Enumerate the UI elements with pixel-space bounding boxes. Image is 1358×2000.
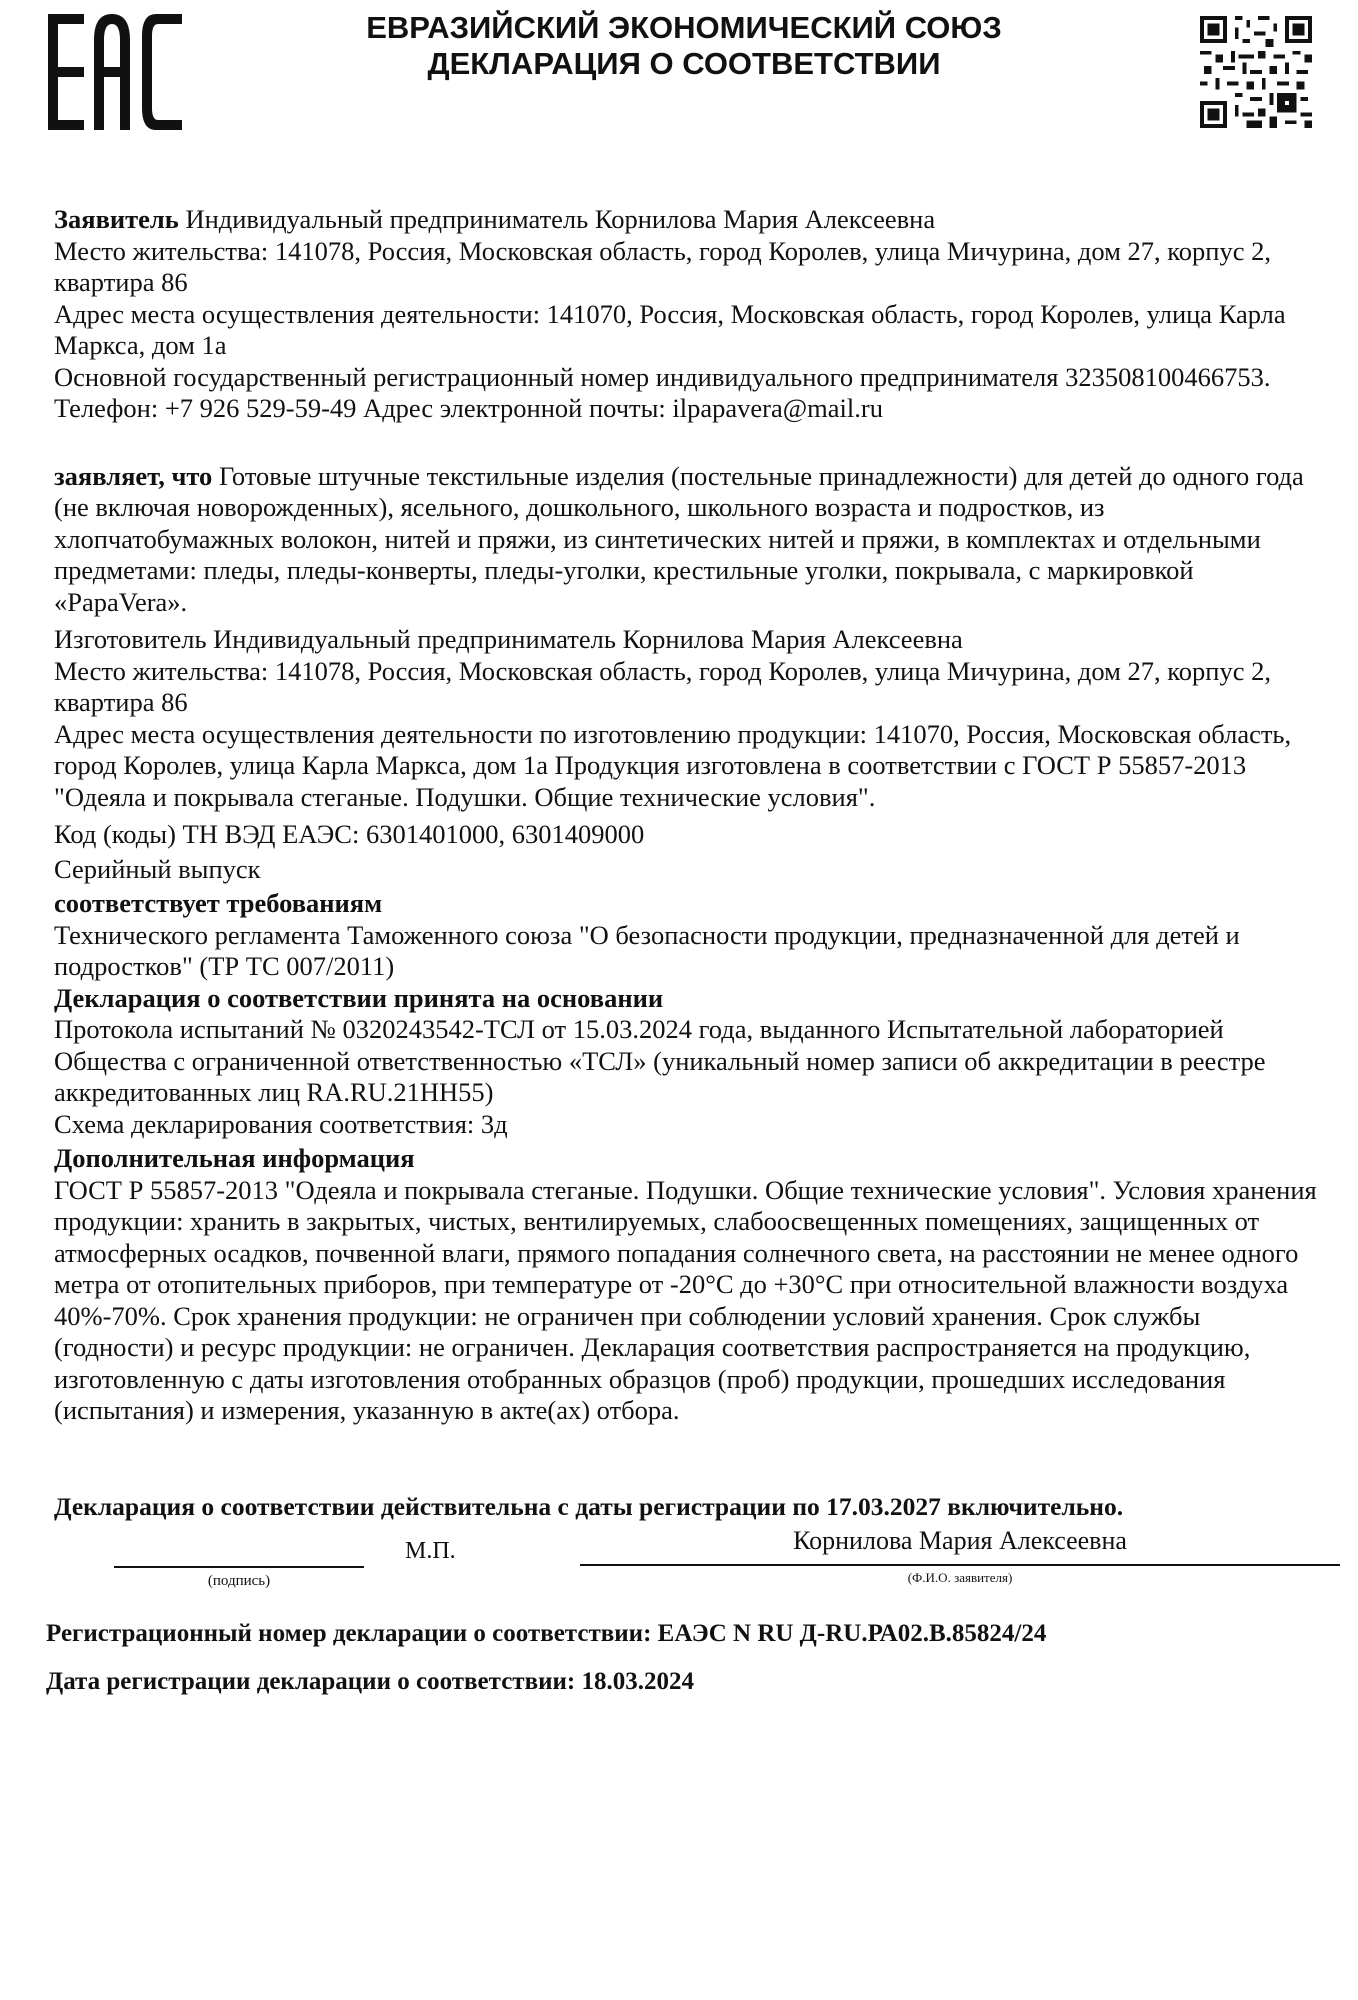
applicant-signature-name: Корнилова Мария Алексеевна	[793, 1526, 1127, 1555]
manufacturer-production-address: Адрес места осуществления деятельности по изготовлению продукции: 141070, Россия, Московская область, город Королев, улица Карла Маркса, дом 1а Продукция изготовлена в соответствии с ГОСТ Р 55857-2013 "Одеяла и покрывала стеганые. Подушки. Общие технические условия".	[54, 718, 1292, 812]
applicant-residence: Место жительства: 141078, Россия, Московская область, город Королев, улица Мичурина, дом 27, корпус 2, квартира 86	[54, 235, 1271, 297]
name-caption: (Ф.И.О. заявителя)	[907, 1570, 1013, 1585]
header-union-title: ЕВРАЗИЙСКИЙ ЭКОНОМИЧЕСКИЙ СОЮЗ	[366, 10, 1002, 45]
header-document-title: ДЕКЛАРАЦИЯ О СООТВЕТСТВИИ	[427, 46, 941, 81]
registration-date: Дата регистрации декларации о соответствии: 18.03.2024	[46, 1668, 694, 1695]
qr-code	[1200, 16, 1312, 128]
applicant-ogrn: Основной государственный регистрационный номер индивидуального предпринимателя 323508100466753.	[54, 361, 1271, 392]
declaration-scheme: Схема декларирования соответствия: 3д	[54, 1108, 508, 1139]
manufacturer-residence: Место жительства: 141078, Россия, Московская область, город Королев, улица Мичурина, дом 27, корпус 2, квартира 86	[54, 655, 1271, 717]
signature-line	[114, 1566, 364, 1568]
declaration-body	[54, 204, 1324, 1427]
basis-protocol: Протокола испытаний № 0320243542-ТСЛ от 15.03.2024 года, выданного Испытательной лабораторией Общества с ограниченной ответственностью «ТСЛ» (уникальный номер записи об аккредитации в реестре аккредитованных лиц RA.RU.21НН55)	[54, 1014, 1266, 1107]
customs-codes: Код (коды) ТН ВЭД ЕАЭС: 6301401000, 6301409000	[54, 819, 645, 849]
declares-label: заявляет, что	[54, 460, 213, 491]
conformity-label: соответствует требованиям	[54, 888, 383, 918]
validity-statement: Декларация о соответствии действительна с даты регистрации по 17.03.2027 включительно.	[54, 1492, 1124, 1521]
applicant-name: Заявитель Индивидуальный предприниматель Корнилова Мария Алексеевна	[54, 204, 936, 234]
additional-info-text: ГОСТ Р 55857-2013 "Одеяла и покрывала стеганые. Подушки. Общие технические условия". Условия хранения продукции: хранить в закрытых, чистых, вентилируемых, слабоосвещенных помещениях, защищенных от атмосферных осадков, почвенной влаги, прямого попадания солнечного света, на расстоянии не менее одного метра от отопительных приборов, при температуре от -20°С до +30°С при относительной влажности воздуха 40%-70%. Срок хранения продукции: не ограничен при соблюдении условий хранения. Срок службы (годности) и ресурс продукции: не ограничен. Декларация соответствия распространяется на продукцию, изготовленную с даты изготовления отобранных образцов (проб) продукции, прошедших исследования (испытания) и измерения, указанную в акте(ах) отбора.	[54, 1174, 1317, 1425]
conformity-regulation: Технического регламента Таможенного союза "О безопасности продукции, предназначенной для детей и подростков" (ТР ТС 007/2011)	[54, 919, 1240, 981]
applicant-label: Заявитель	[54, 204, 179, 234]
product-declaration: заявляет, что Готовые штучные текстильные изделия (постельные принадлежности) для детей до одного года (не включая новорожденных), ясельного, дошкольного, школьного возраста и подростков, из хлопчатобумажных волокон, нитей и пряжи, из синтетических нитей и пряжи, в комплектах и отдельными предметами: пледы, пледы-конверты, пледы-уголки, крестильные уголки, покрывала, с маркировкой «PapaVera».	[54, 460, 1304, 617]
signature-caption: (подпись)	[207, 1573, 271, 1589]
applicant-contacts: Телефон: +7 926 529-59-49 Адрес электронной почты: ilpapavera@mail.ru	[54, 393, 883, 423]
eac-logo	[48, 14, 182, 130]
stamp-placeholder: М.П.	[405, 1538, 456, 1564]
basis-label: Декларация о соответствии принята на основании	[54, 982, 664, 1013]
document-header	[260, 10, 1108, 82]
name-line	[580, 1564, 1340, 1566]
applicant-activity-address: Адрес места осуществления деятельности: 141070, Россия, Московская область, город Королев, улица Карла Маркса, дом 1а	[54, 298, 1286, 360]
manufacturer-name: Изготовитель Индивидуальный предприниматель Корнилова Мария Алексеевна	[54, 624, 963, 654]
registration-number: Регистрационный номер декларации о соответствии: ЕАЭС N RU Д-RU.РА02.В.85824/24	[46, 1620, 1047, 1647]
additional-info-label: Дополнительная информация	[54, 1143, 415, 1173]
serial-production: Серийный выпуск	[54, 853, 261, 884]
